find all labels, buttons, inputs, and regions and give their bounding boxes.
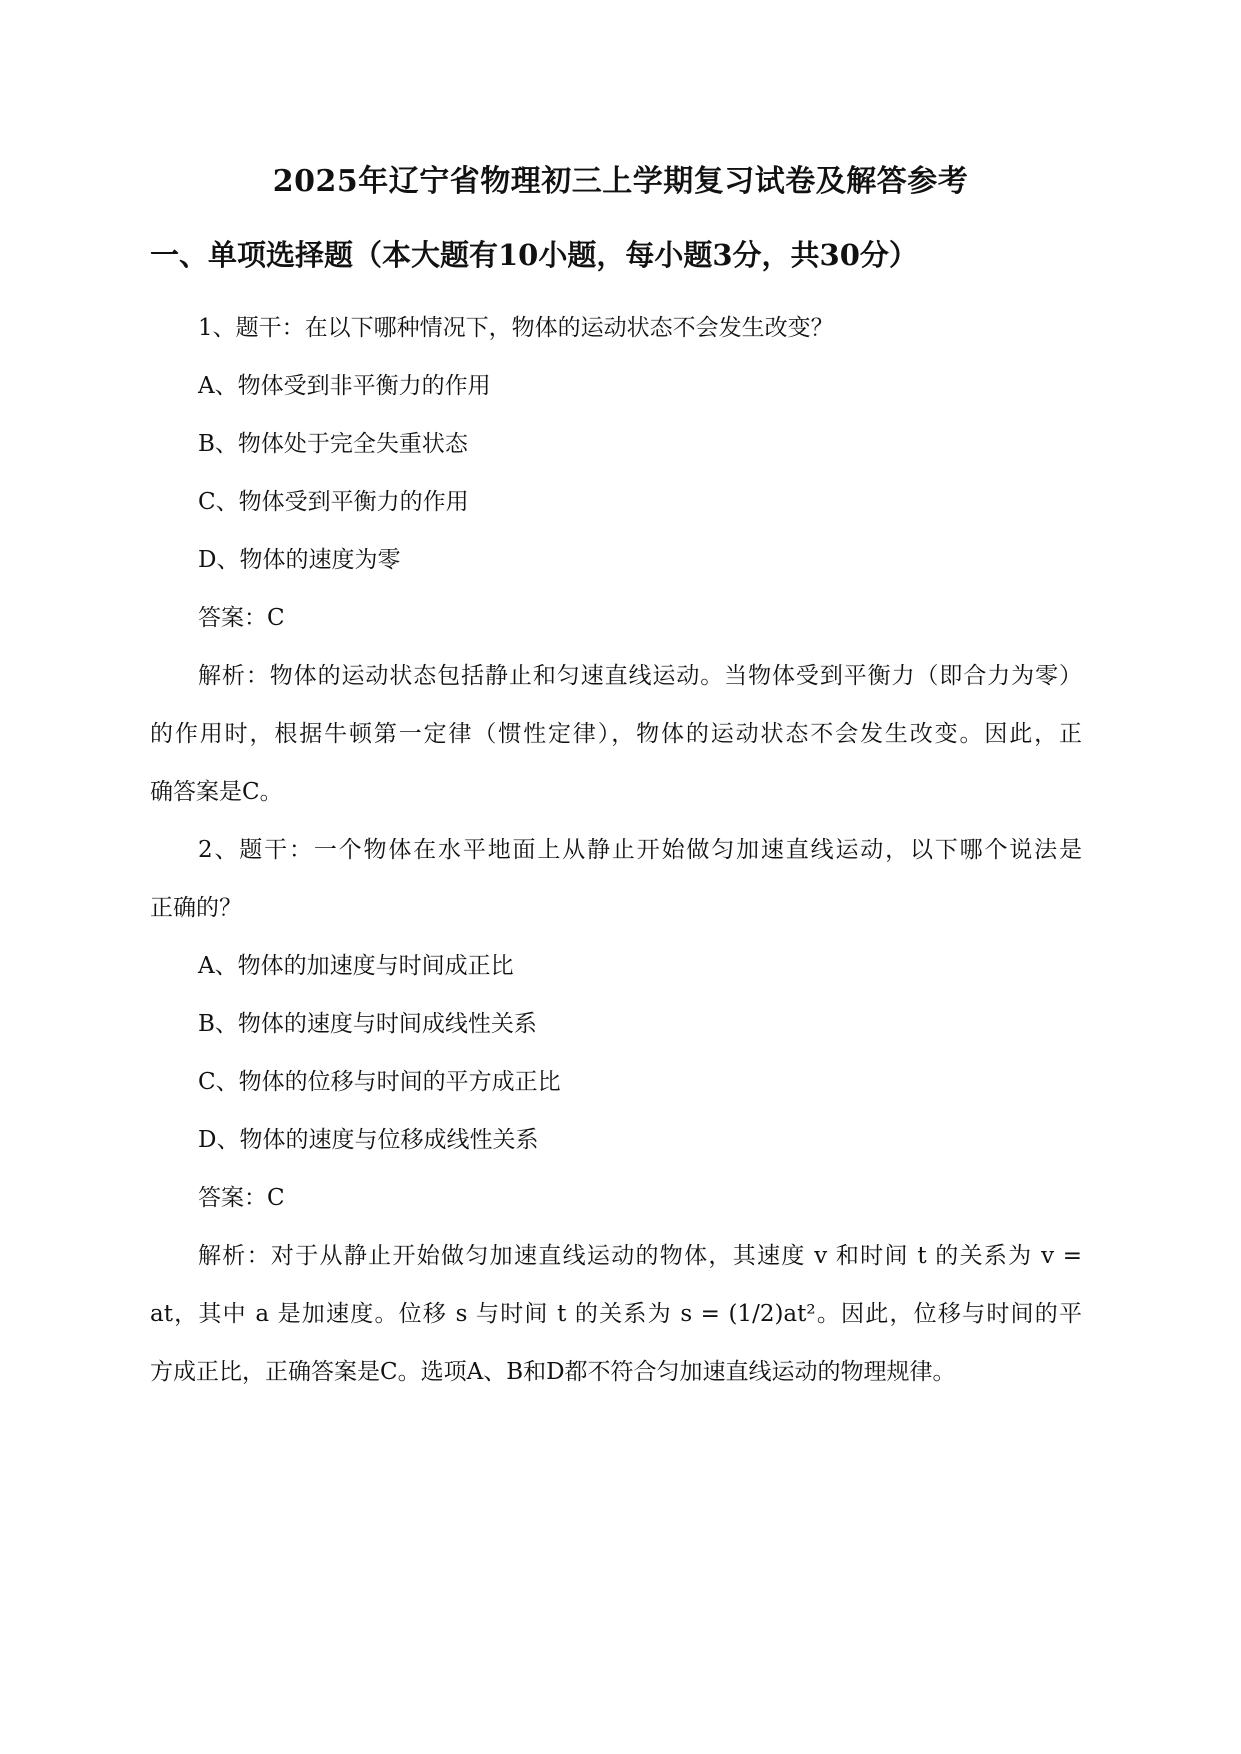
question-1-option-b: B、物体处于完全失重状态 <box>198 431 468 457</box>
question-1-option-c: C、物体受到平衡力的作用 <box>198 489 469 515</box>
question-2-option-c: C、物体的位移与时间的平方成正比 <box>198 1069 561 1095</box>
question-2-analysis-line-2: at，其中 a 是加速度。位移 s 与时间 t 的关系为 s = (1/2)at²。因此，位移与时间的平 <box>150 1301 1082 1327</box>
question-1-answer: 答案：C <box>198 605 285 631</box>
document-title: 2025年辽宁省物理初三上学期复习试卷及解答参考 <box>272 164 969 199</box>
question-1-analysis-line-1: 解析：物体的运动状态包括静止和匀速直线运动。当物体受到平衡力（即合力为零） <box>198 663 1082 689</box>
section-heading: 一、单项选择题（本大题有10小题，每小题3分，共30分） <box>150 238 918 272</box>
question-2-stem-line-2: 正确的？ <box>150 895 242 921</box>
question-2-option-a: A、物体的加速度与时间成正比 <box>198 953 514 979</box>
question-1-option-d: D、物体的速度为零 <box>198 547 401 573</box>
question-2-stem-line-1: 2、题干：一个物体在水平地面上从静止开始做匀加速直线运动，以下哪个说法是 <box>198 837 1082 863</box>
question-1-analysis-line-3: 确答案是C。 <box>150 779 283 805</box>
question-2-option-b: B、物体的速度与时间成线性关系 <box>198 1011 537 1037</box>
question-2-analysis-line-1: 解析：对于从静止开始做匀加速直线运动的物体，其速度 v 和时间 t 的关系为 v = <box>198 1243 1082 1269</box>
question-1-analysis-line-2: 的作用时，根据牛顿第一定律（惯性定律），物体的运动状态不会发生改变。因此，正 <box>150 721 1082 747</box>
question-1-option-a: A、物体受到非平衡力的作用 <box>198 373 491 399</box>
question-2-analysis-line-3: 方成正比，正确答案是C。选项A、B和D都不符合匀加速直线运动的物理规律。 <box>150 1359 956 1385</box>
question-2-answer: 答案：C <box>198 1185 285 1211</box>
question-2-option-d: D、物体的速度与位移成线性关系 <box>198 1127 539 1153</box>
question-1-stem: 1、题干：在以下哪种情况下，物体的运动状态不会发生改变？ <box>198 315 834 341</box>
